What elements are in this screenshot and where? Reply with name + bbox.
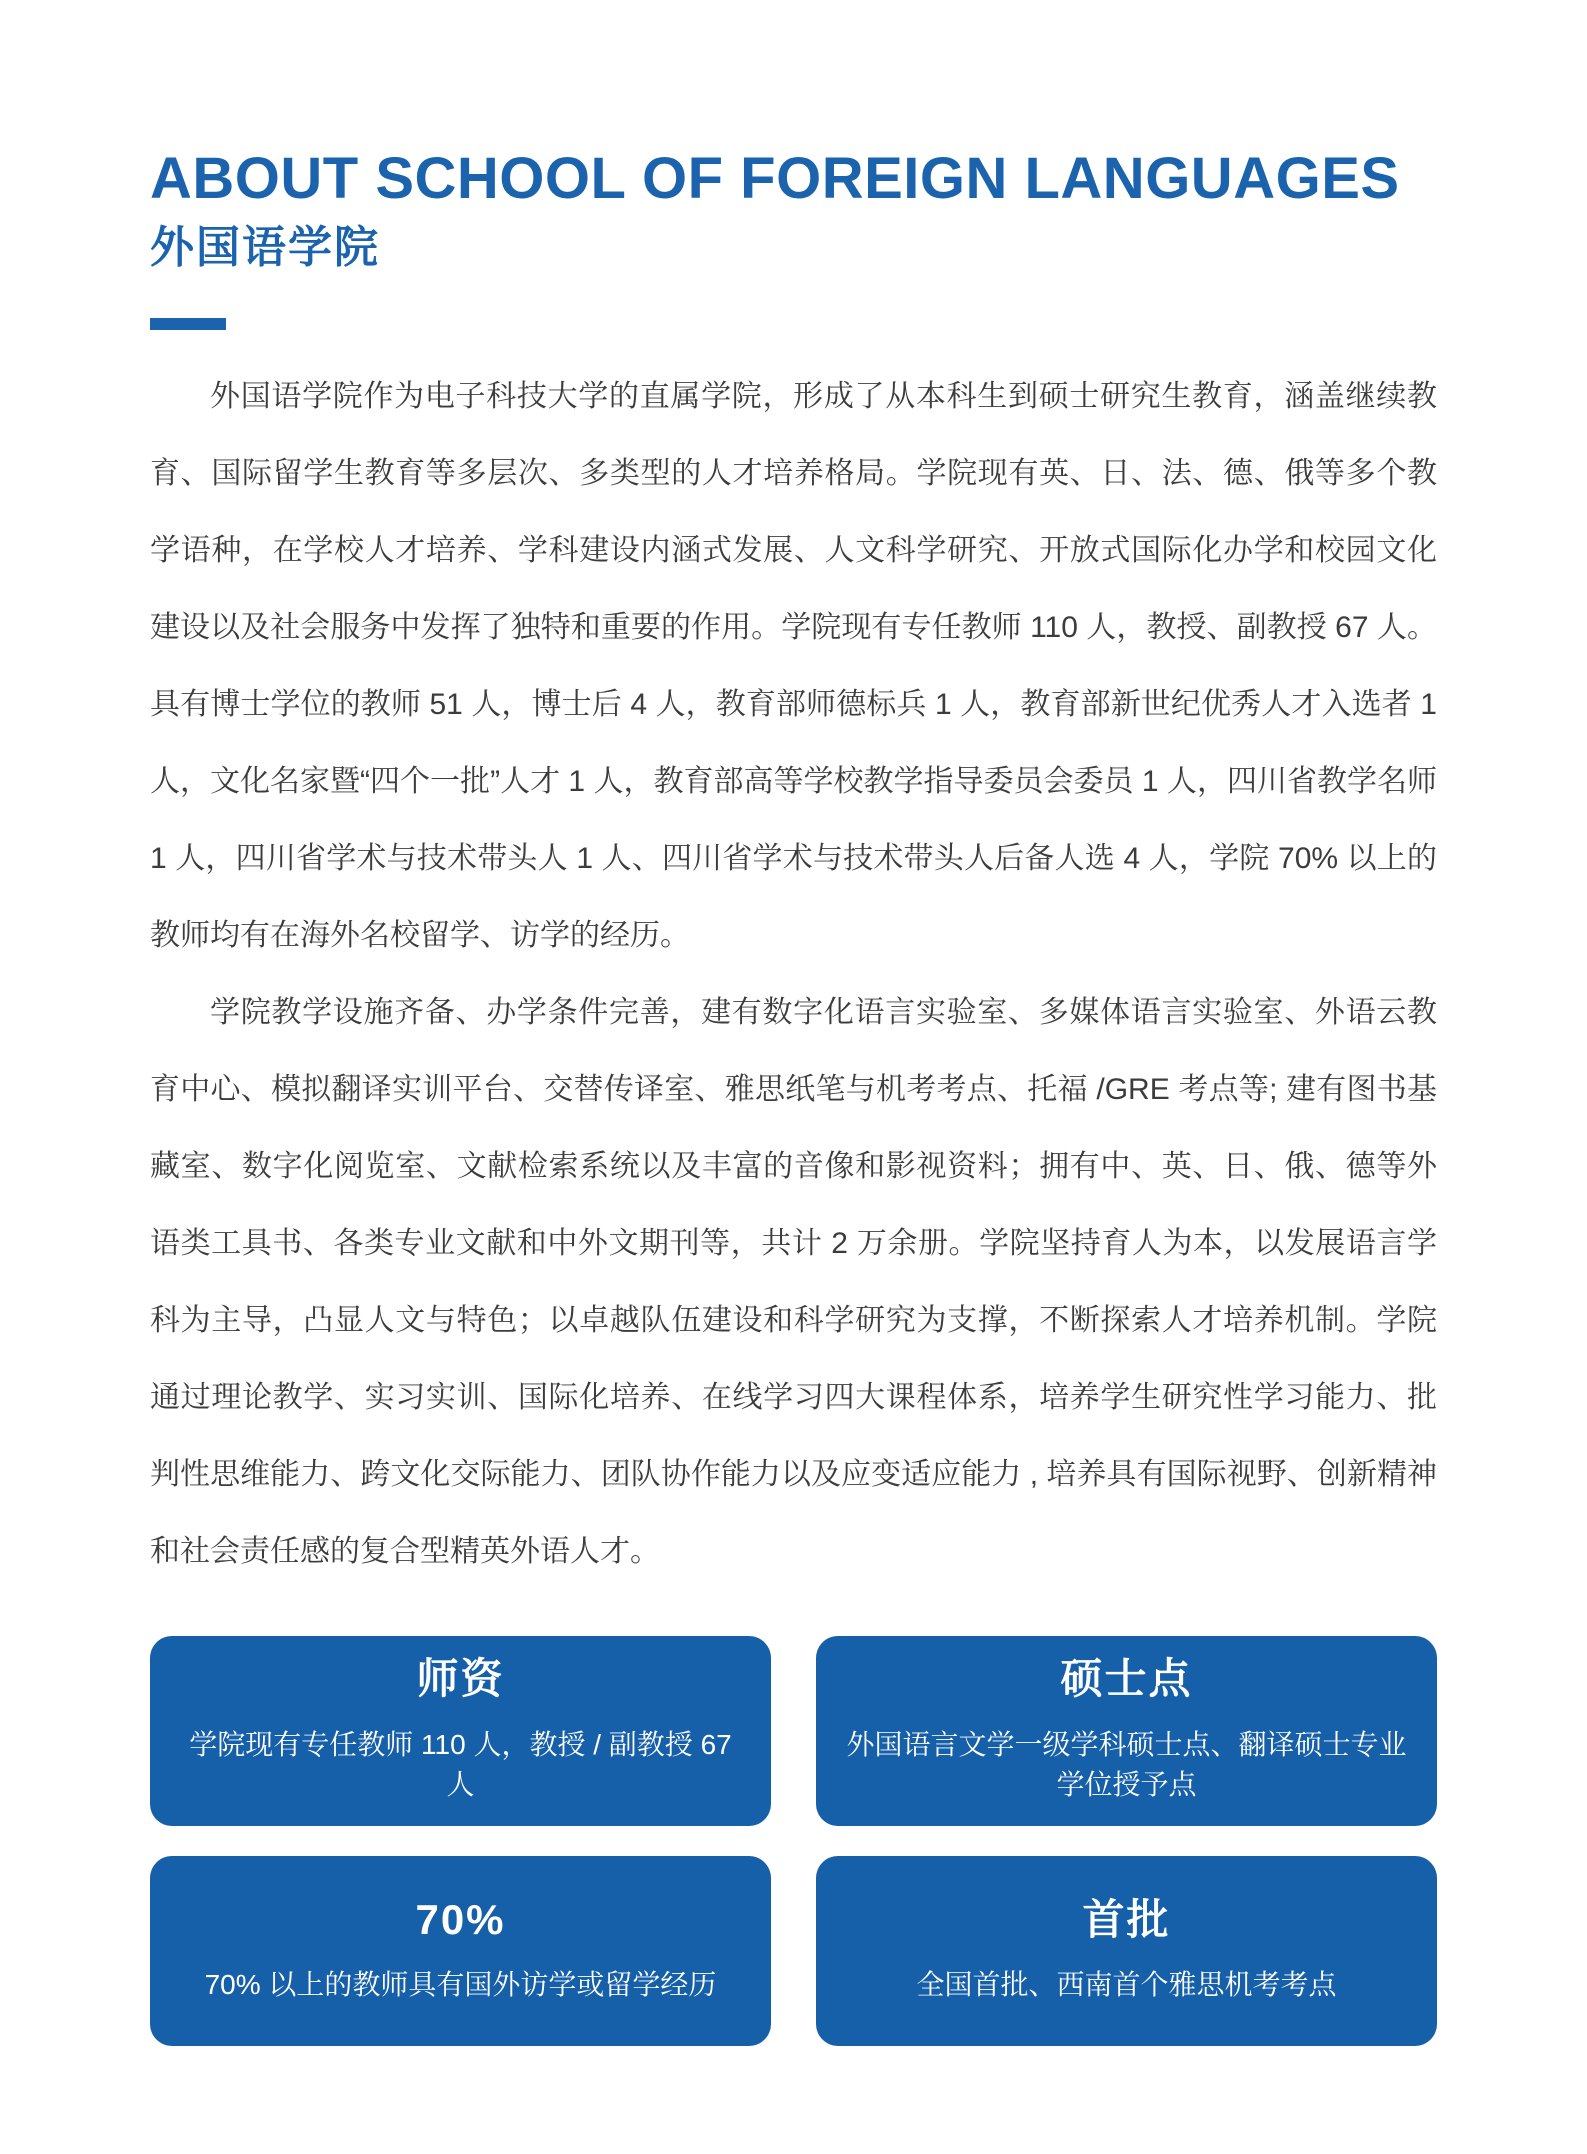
stat-card-grid bbox=[150, 1636, 1437, 2046]
page-title-en: ABOUT SCHOOL OF FOREIGN LANGUAGES bbox=[150, 146, 1400, 211]
intro-paragraph-2: 学院教学设施齐备、办学条件完善，建有数字化语言实验室、多媒体语言实验室、外语云教育中心、模拟翻译实训平台、交替传译室、雅思纸笔与机考考点、托福 /GRE 考点等; 建有图书基藏室、数字化阅览室、文献检索系统以及丰富的音像和影视资料；拥有中、英、日、俄、德等外语类工具书、各类专业文献和中外文期刊等，共计 2 万余册。学院坚持育人为本，以发展语言学科为主导，凸显人文与特色；以卓越队伍建设和科学研究为支撑，不断探索人才培养机制。学院通过理论教学、实习实训、国际化培养、在线学习四大课程体系，培养学生研究性学习能力、批判性思维能力、跨文化交际能力、团队协作能力以及应变适应能力 , 培养具有国际视野、创新精神和社会责任感的复合型精英外语人才。 bbox=[150, 996, 1437, 1568]
card-faculty-body: 学院现有专任教师 110 人，教授 / 副教授 67 人 bbox=[189, 1728, 732, 1801]
card-overseas-percentage-body: 70% 以上的教师具有国外访学或留学经历 bbox=[204, 1968, 717, 2000]
accent-divider-bar bbox=[150, 318, 226, 330]
card-first-batch bbox=[816, 1856, 1437, 2046]
card-faculty-title: 师资 bbox=[416, 1655, 505, 1703]
card-first-batch-body: 全国首批、西南首个雅思机考考点 bbox=[916, 1968, 1337, 2000]
intro-paragraph-1: 外国语学院作为电子科技大学的直属学院，形成了从本科生到硕士研究生教育，涵盖继续教育、国际留学生教育等多层次、多类型的人才培养格局。学院现有英、日、法、德、俄等多个教学语种，在学校人才培养、学科建设内涵式发展、人文科学研究、开放式国际化办学和校园文化建设以及社会服务中发挥了独特和重要的作用。学院现有专任教师 110 人，教授、副教授 67 人。具有博士学位的教师 51 人，博士后 4 人，教育部师德标兵 1 人，教育部新世纪优秀人才入选者 1 人，文化名家暨“四个一批”人才 1 人，教育部高等学校教学指导委员会委员 1 人，四川省教学名师 1 人，四川省学术与技术带头人 1 人、四川省学术与技术带头人后备人选 4 人，学院 70% 以上的教师均有在海外名校留学、访学的经历。 bbox=[150, 380, 1437, 952]
card-masters-programs-body: 外国语言文学一级学科硕士点、翻译硕士专业学位授予点 bbox=[846, 1728, 1407, 1801]
card-masters-programs-title: 硕士点 bbox=[1060, 1655, 1193, 1703]
card-masters-programs bbox=[816, 1636, 1437, 1826]
card-overseas-percentage bbox=[150, 1856, 771, 2046]
card-faculty bbox=[150, 1636, 771, 1826]
card-first-batch-title: 首批 bbox=[1082, 1895, 1171, 1943]
intro-text bbox=[150, 358, 1437, 1590]
card-overseas-percentage-title: 70% bbox=[415, 1895, 506, 1943]
page-title-zh: 外国语学院 bbox=[150, 223, 380, 272]
